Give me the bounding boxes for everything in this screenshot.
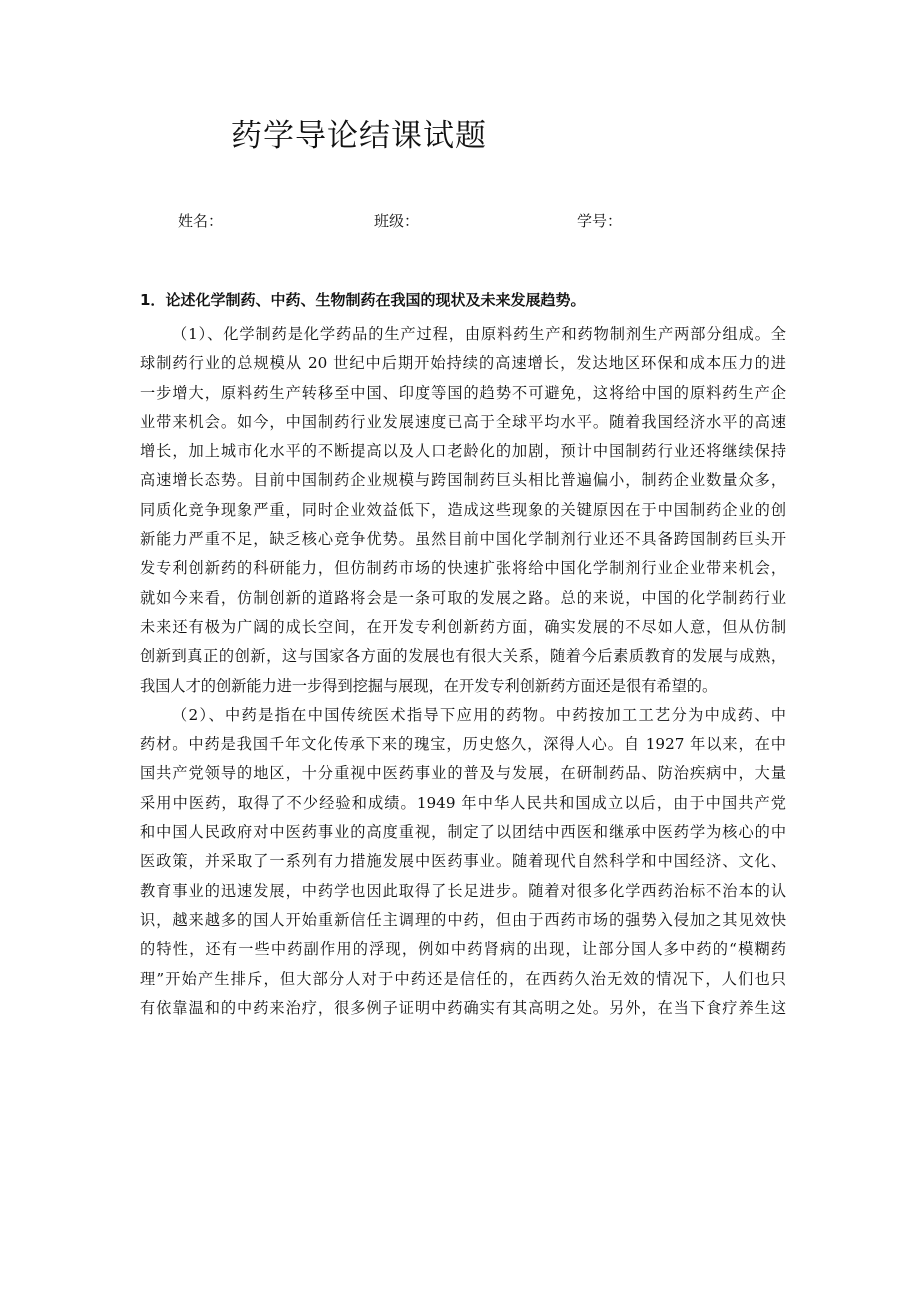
document-title: 药学导论结课试题 bbox=[231, 118, 487, 154]
paragraph-line: （1）、化学制药是化学药品的生产过程，由原料药生产和药物制剂生产两部分组成。全 bbox=[172, 325, 786, 343]
name-field-label: 姓名： bbox=[178, 212, 224, 230]
answer-body bbox=[140, 320, 786, 1023]
paragraph-line: 高速增长态势。目前中国制药企业规模与跨国制药巨头相比普遍偏小，制药企业数量众多， bbox=[140, 471, 786, 490]
paragraph-line: 业带来机会。如今，中国制药行业发展速度已高于全球平均水平。随着我国经济水平的高速 bbox=[140, 412, 786, 431]
paragraph-line: 教育事业的迅速发展，中药学也因此取得了长足进步。随着对很多化学西药治标不治本的认 bbox=[140, 881, 786, 900]
paragraph-line: 新能力严重不足，缺乏核心竞争优势。虽然目前中国化学制剂行业还不具备跨国制药巨头开 bbox=[140, 530, 786, 549]
paragraph-line: 未来还有极为广阔的成长空间，在开发专利创新药方面，确实发展的不尽如人意，但从仿制 bbox=[140, 617, 786, 636]
paragraph-line: 国共产党领导的地区，十分重视中医药事业的普及与发展，在研制药品、防治疾病中，大量 bbox=[140, 764, 786, 783]
paragraph-line: 药材。中药是我国千年文化传承下来的瑰宝，历史悠久，深得人心。自 1927 年以来，在中 bbox=[140, 735, 786, 754]
paragraph-line: 采用中医药，取得了不少经验和成绩。1949 年中华人民共和国成立以后，由于中国共产党 bbox=[140, 793, 786, 812]
question-number: 1． bbox=[140, 291, 166, 309]
paragraph-line: 我国人才的创新能力进一步得到挖掘与展现，在开发专利创新药方面还是很有希望的。 bbox=[140, 676, 718, 695]
class-field-label: 班级： bbox=[374, 212, 420, 230]
paragraph-line: 创新到真正的创新，这与国家各方面的发展也有很大关系，随着今后素质教育的发展与成熟， bbox=[140, 647, 786, 666]
paragraph-line: 发专利创新药的科研能力，但仿制药市场的快速扩张将给中国化学制剂行业企业带来机会， bbox=[140, 559, 786, 578]
question-text: 论述化学制药、中药、生物制药在我国的现状及未来发展趋势。 bbox=[165, 291, 586, 309]
student-id-field-label: 学号： bbox=[577, 212, 623, 230]
paragraph-line: 有依靠温和的中药来治疗，很多例子证明中药确实有其高明之处。另外，在当下食疗养生这 bbox=[140, 998, 786, 1017]
paragraph-line: 球制药行业的总规模从 20 世纪中后期开始持续的高速增长，发达地区环保和成本压力的进 bbox=[140, 354, 786, 373]
paragraph-line: 增长，加上城市化水平的不断提高以及人口老龄化的加剧，预计中国制药行业还将继续保持 bbox=[140, 442, 786, 461]
paragraph-line: 一步增大，原料药生产转移至中国、印度等国的趋势不可避免，这将给中国的原料药生产企 bbox=[140, 383, 786, 402]
paragraph-line: （2）、中药是指在中国传统医术指导下应用的药物。中药按加工工艺分为中成药、中 bbox=[172, 705, 786, 724]
question-heading bbox=[140, 289, 585, 311]
paragraph-line: 就如今来看，仿制创新的道路将会是一条可取的发展之路。总的来说，中国的化学制药行业 bbox=[140, 588, 786, 607]
paragraph-line: 的特性，还有一些中药副作用的浮现，例如中药肾病的出现，让部分国人多中药的“模糊药 bbox=[140, 940, 786, 959]
paragraph-line: 识，越来越多的国人开始重新信任主调理的中药，但由于西药市场的强势入侵加之其见效快 bbox=[140, 910, 786, 929]
paragraph-line: 同质化竞争现象严重，同时企业效益低下，造成这些现象的关键原因在于中国制药企业的创 bbox=[140, 500, 786, 519]
paragraph-line: 和中国人民政府对中医药事业的高度重视，制定了以团结中西医和继承中医药学为核心的中 bbox=[140, 823, 786, 842]
paragraph-line: 医政策，并采取了一系列有力措施发展中医药事业。随着现代自然科学和中国经济、文化、 bbox=[140, 852, 786, 871]
paragraph-line: 理”开始产生排斥，但大部分人对于中药还是信任的，在西药久治无效的情况下，人们也只 bbox=[140, 969, 786, 988]
